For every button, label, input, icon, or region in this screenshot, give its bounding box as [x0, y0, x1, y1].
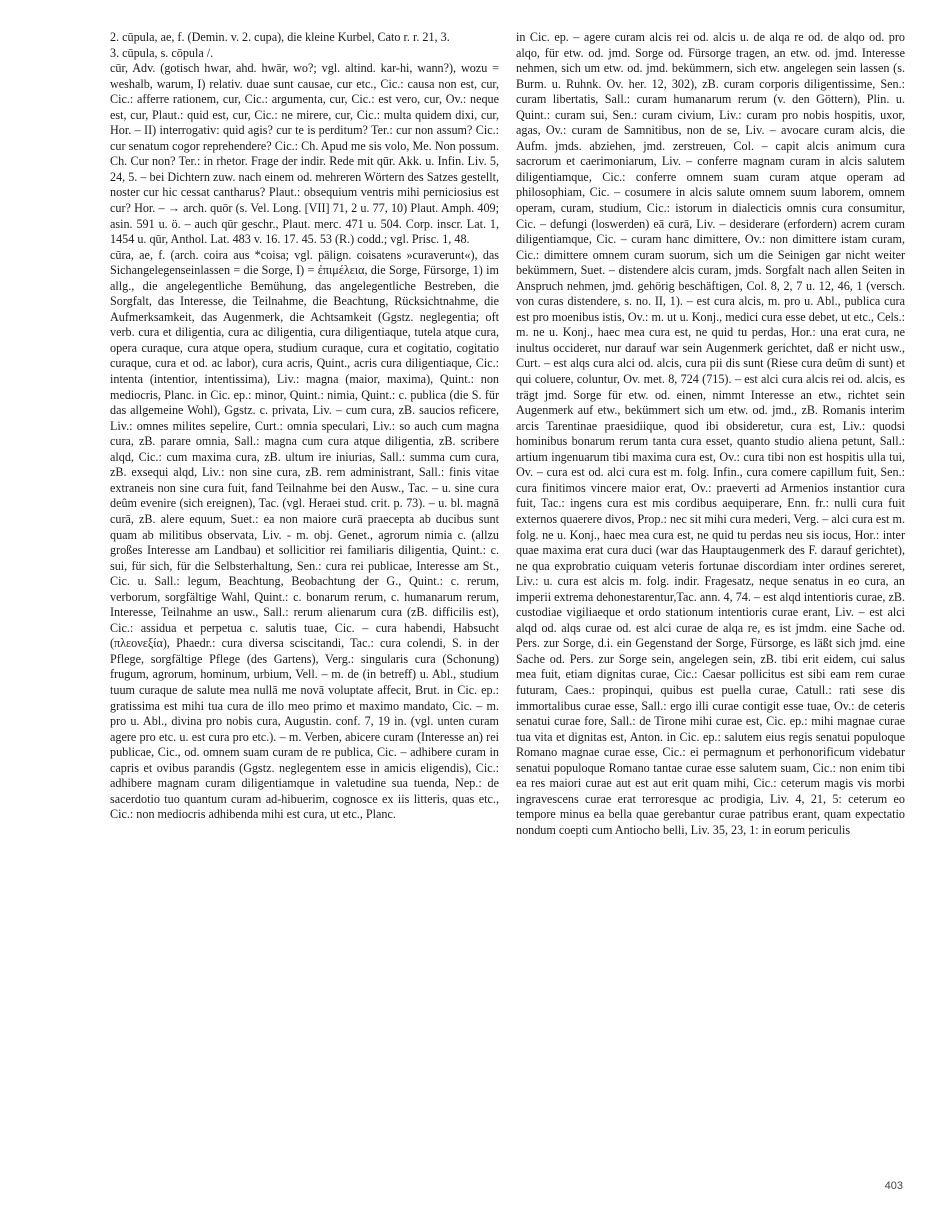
right-column	[516, 30, 909, 1170]
entry-cura: cūra, ae, f. (arch. coira aus *coisa; vgl. pälign. coisatens »curaverunt«), das Sichangelegenseinlassen = die Sorge, I) = ἐπιμέλεια, die Sorge, Fürsorge, 1) im allg., die angelegentliche Bemühung, das angelegentliche Bestreben, die Sorgfalt, das Interesse, die Teilnahme, die Beachtung, Rücksichtnahme, die Aufmerksamkeit, das Augenmerk, die Achtsamkeit (Ggstz. neglegentia; oft verb. cura et diligentia, cura ac diligentia, cura diligentiaque, tutela atque cura, opera curaque, cura atque opera, studium curaque, cura et cogitatio, cogitatio curaque, cura et od. ac labor), cura acris, Quint., acris cura diligentiaque, Cic.: intenta (intentior, intentissima), Liv.: magna (maior, maxima), Quint.: non mediocris, Planc. in Cic. ep.: minor, Quint.: nimia, Quint.: c. publica (die S. für das allgemeine Wohl), Ggstz. c. privata, Liv. – cum cura, zB. saucios reficere, Liv.: omnes milites sepelire, Curt.: omnia speculari, Liv.: so auch cum magna cura, zB. parare omnia, Sall.: magna cum cura atque diligentia, zB. scribere alqd, Cic.: cum maxima cura, zB. ultum ire iniurias, Sall.: summa cum cura, zB. exsequi alqd, Liv.: non sine cura, zB. rem administrant, Sall.: finis vitae extraneis non sine cura fuit, fand Teilnahme bei den Ausw., Tac. – u. sine cura deûm evenire (sich ereignen), Tac. (vgl. Heraei stud. crit. p. 73). – u. bl. magnā curā, zB. alere equum, Suet.: ea non maiore curā praecepta ab ducibus sunt quam ab militibus observata, Liv. - m. obj. Genet., agrorum nimia c. (allzu großes Interesse am Landbau) et sollicitior rei familiaris diligentia, Quint.: c. sui, für sich, für die Selbsterhaltung, Sen.: cura rei publicae, Interesse am St., Cic. u. Sall.: legum, Beachtung, Beobachtung der G., Quint.: c. rerum, verborum, sorgfältige Wahl, Quint.: c. bonarum rerum, c. humanarum rerum, Interesse, Teilnahme an usw., Sall.: rerum alienarum cura (zB. difficilis est), Cic.: assidua et perpetua c. salutis tuae, Cic. – cura habendi, Habsucht (πλεονεξία), Phaedr.: cura diversa sciscitandi, Tac.: cura colendi, S. in der Pflege, sorgfältige Pflege (des Gartens), Verg.: singularis cura (Schonung) frugum, agrorum, hominum, urbium, Vell. – m. de (in betreff) u. Abl., studium tuum curaque de salute mea nullā me novā voluptate affecit, Brut. in Cic. ep.: gratissima est mihi tua cura de illo meo primo et maximo mandato, Cic. – m. pro u. Abl., divina pro nobis cura, Augustin. conf. 7, 19 in. (vgl. unten curam agere pro etc. u. est cura pro etc.). – m. Verben, abicere curam (Interesse an) rei publicae, Cic., od. omnem suam curam de re publica, Cic. – adhibere curam in capris et ovibus parandis (Ggstz. neglegentem esse in amicis eligendis), Cic.: adhibere magnam curam diligentiamque in valetudine sua tuenda, Nep.: de sacerdotio tuo quantum curam ad-hibuerim, cognosce ex iis litteris, quas etc., Cic.: non mediocris adhibenda mihi est cura, ut etc., Planc.	[110, 247, 503, 822]
entry-cur: cūr, Adv. (gotisch hwar, ahd. hwār, wo?; vgl. altind. kar-hi, wann?), wozu = weshalb, warum, I) relativ. duae sunt causae, cur etc., Cic.: causa non est, cur, Cic.: afferre rationem, cur, Cic.: argumenta, cur, Cic.: est vero, cur, Ov.: neque est, cur, Plaut.: quid est, cur, Cic.: ne mirere, cur, Cic.: multa quidem dixi, cur, Hor. – II) interrogativ: quid agis? cur te is perditum? Ter.: cur non assum? Cic.: cur senatum cogor reprehendere? Cic.: Ch. Apud me sis volo, Me. Non possum. Ch. Cur non? Ter.: in rhetor. Frage der indir. Rede mit qūr. Akk. u. Infin. Liv. 5, 24, 5. – bei Dichtern zuw. nach einem od. mehreren Wörtern des Satzes gestellt, noster cur hic cessat cantharus? Plaut.: obsequium ventris mihi perniciosius est cur? Hor. – → arch. quōr (s. Vel. Long. [VII] 71, 2 u. 77, 10) Plaut. Amph. 409; asin. 591 u. ö. – auch qūr geschr., Plaut. merc. 471 u. 504. Corp. inscr. Lat. 1, 1454 u. qūr, Anthol. Lat. 483 v. 16. 17. 45. 53 (R.) codd.; vgl. Prisc. 1, 48.	[110, 61, 503, 247]
entry-cupula-3: 3. cūpula, s. cōpula /.	[110, 45, 214, 60]
page-number: 403	[884, 1180, 903, 1192]
left-column	[110, 30, 503, 1170]
entry-cura-continued: in Cic. ep. – agere curam alcis rei od. alcis u. de alqa re od. de alqo od. pro alqo, für etw. od. jmd. Sorge od. Fürsorge tragen, an etw. od. jmd. Interesse nehmen, sich um etw. od. jmd. bekümmern, sich etw. angelegen sein lassen (s. Burm. u. Ruhnk. Ov. her. 12, 302), zB. curam corporis diligentissime, Sen.: curam libertatis, Sall.: curam humanarum rerum (v. den Göttern), Plin. u. Quint.: curam sui, Sen.: curam civium, Liv.: curam pro nobis hospitis, uxor, agas, Ov.: curam de Samnitibus, non de se, Liv. – avocare curam alcis, die Aufm. jmds. abziehen, jmd. zerstreuen, Col. – capit alcis animum cura sacrorum et caerimoniarum, Liv. – conferre magnam curam in alcis salutem diligentiamque, Cic.: conferre omnem suam curam atque operam ad philosophiam, Cic. – cosumere in alcis salute omnem suum laborem, omnem operam, curam, studium, Cic.: istorum in dialecticis omnis cura consumitur, Cic. – defungi (loswerden) eā curā, Liv. – desiderare (erfordern) acrem curam diligentiamque, Cic. – curam hanc dimittere, Ov.: non dimittere istam curam, Cic.: dimittere omnem curam suorum, sich um die Seinigen gar nicht weiter bekümmern, Suet. – distendere alcis curam, jmds. Sorgfalt nach allen Seiten in Anspruch nehmen, jmd. gehörig beschäftigen, Col. 8, 2, 7 u. 12, 46, 1 (versch. von curas distendere, s. no. II, 1). – est cura alcis, m. pro u. Abl., publica cura est pro moenibus istis, Ov.: m. ut u. Konj., medici cura esse debet, ut etc., Cels.: m. ne u. Konj., haec mea cura est, ne quid tu perdas, Hor.: una erat cura, ne inultus occideret, nur darauf war sein Augenmerk gerichtet, daß er nicht usw., Curt. – est alqs cura alci od. alcis, cura pii dis sunt (Riese cura deûm di sunt) et qui coluere, coluntur, Ov. met. 8, 724 (715). – est alci cura alcis rei od. alcis, es trägt jmd. Sorge für etw. od. einen, nimmt Interesse an etw., richtet sein Augenmerk auf etw., bekümmert sich um etw. od. jmd., zB. Romanis interim arcis Tarentinae praesidiique, quod ibi obsideretur, cura est, Liv.: quodsi hominibus bonarum rerum tanta cura esset, quanto studio aliena petunt, Sall.: artium ingenuarum tibi maxima cura est, Ov.: cura tibi non est hospitis ulla tui, Ov. – cura est od. alci cura est m. folg. Infin., cura comere capillum fuit, Sen.: cura finitimos vincere maior erat, Ov.: praeverti ad Armenios instantior cura fuit, Tac.: ingens cura est mis cordibus aequiperare, Enn. fr.: nulli cura fuit externos quaerere divos, Prop.: nec sit mihi cura mederi, Verg. – alci cura est m. folg. ne u. Konj., haec mea cura est, ne quid tu perdas neu sis iocus, Hor.: inter quae maxima erat cura duci (war das Hauptaugenmerk des F. darauf gerichtet), ne qua exprobratio cuiquam veteris fortunae discordiam inter ordines sereret, Liv.: u. cura est alcis m. folg. indir. Fragesatz, neque senatus in eo cura, an imperii extrema dehonestarentur,Tac. ann. 4, 74. – est alqd intentioris curae, zB. custodiae vigiliaeque et ordo stationum intentioris curae erant, Liv. – est alci alqd od. alqs curae od. est alci curae de alqa re, es ist jmdm. eine Sache od. Pers. zur Sorge, d.i. ein Gegenstand der Sorge, Fürsorge, es läßt sich jmd. eine Sache od. Pers. zur Sorge sein, angelegen sein, zB. tibi erit eidem, cui salus mea fuit, etiam dignitas curae, Cic.: Caesar pollicitus est sibi eam rem curae futuram, Caes.: propinqui, quibus est puella curae, Catull.: rati sese dis immortalibus curae esse, Sall.: ergo illi curae contigit esse tuae, Ov.: de ceteris senatui curae fore, Sall.: de Tirone mihi curae est, Cic. ep.: mihi magnae curae tua vita et dignitas est, Anton. in Cic. ep.: salutem eius regis senatui populoque Romano magnae curae esse, Cic.: ei permagnum et perhonorificum videbatur senatui populoque Romano tantae curae esse salutem suam, Cic.: non enim tibi ea res maiori curae aut est aut erit quam mihi, Cic.: ceterum magis vis morbi ingravescens curae erat terroresque ac prodigia, Liv. 4, 21, 5: ceterum eo tempore minus ea bella quae gerebantur curae patribus erant, quam expectatio nondum coepti cum Antiocho belli, Liv. 35, 23, 1: in eorum periculis	[516, 30, 909, 837]
entry-cupula-2: 2. cūpula, ae, f. (Demin. v. 2. cupa), die kleine Kurbel, Cato r. r. 21, 3.	[110, 30, 450, 44]
